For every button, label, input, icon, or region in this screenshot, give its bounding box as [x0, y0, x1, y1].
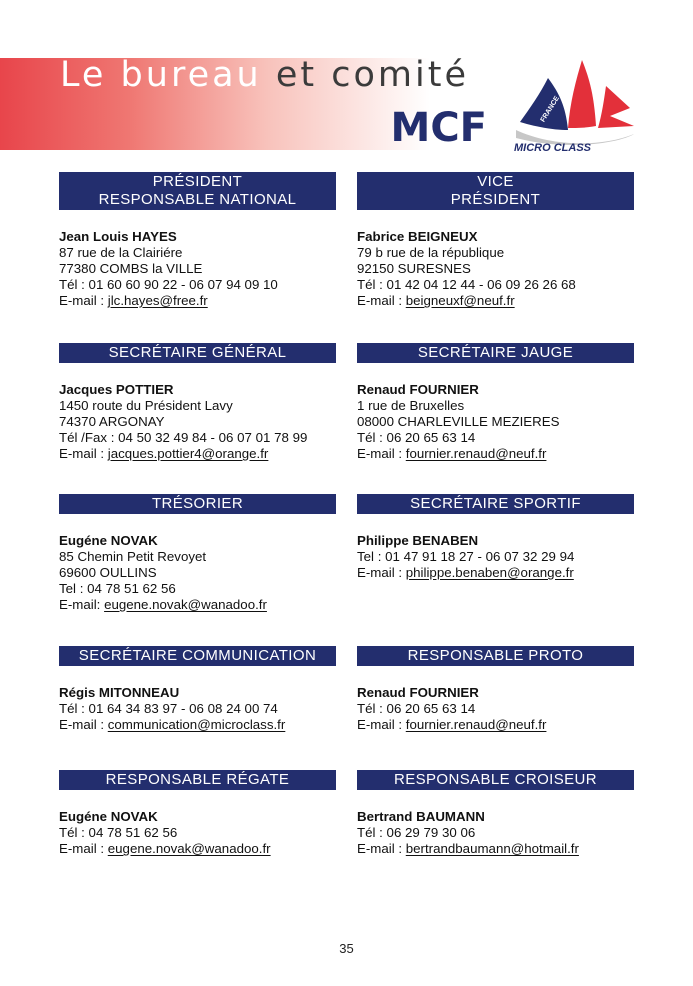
contact-phone: Tél /Fax : 04 50 32 49 84 - 06 07 01 78 99	[59, 430, 308, 445]
section-heading: RESPONSABLE CROISEUR	[357, 770, 634, 790]
contact-email-line: E-mail : beigneuxf@neuf.fr	[357, 293, 515, 308]
contact-city: 08000 CHARLEVILLE MEZIERES	[357, 414, 560, 429]
logo-country-text: FRANCE	[539, 95, 561, 124]
email-link[interactable]: jlc.hayes@free.fr	[107, 293, 208, 308]
section-responsable-croiseur	[357, 770, 634, 857]
section-heading: SECRÉTAIRE COMMUNICATION	[59, 646, 336, 666]
contact-address: 1 rue de Bruxelles	[357, 398, 465, 413]
contact-email-line: E-mail : eugene.novak@wanadoo.fr	[59, 841, 271, 856]
contact-name: Jean Louis HAYES	[59, 229, 177, 244]
contact-address: 87 rue de la Clairiére	[59, 245, 183, 260]
contact-address: 85 Chemin Petit Revoyet	[59, 549, 207, 564]
contact-card	[59, 809, 336, 857]
section-heading: SECRÉTAIRE JAUGE	[357, 343, 634, 363]
logo-text: MICRO CLASS	[514, 142, 591, 154]
contact-phone: Tél : 06 29 79 30 06	[357, 825, 476, 840]
email-link[interactable]: jacques.pottier4@orange.fr	[107, 446, 269, 461]
section-heading: SECRÉTAIRE SPORTIF	[357, 494, 634, 514]
section-responsable-proto	[357, 646, 634, 733]
contact-name: Renaud FOURNIER	[357, 685, 479, 700]
contact-city: 77380 COMBS la VILLE	[59, 261, 203, 276]
section-heading: TRÉSORIER	[59, 494, 336, 514]
title-light: Le bureau	[60, 55, 262, 95]
title-dark: et comité	[275, 55, 469, 95]
section-secretaire-jauge	[357, 343, 634, 462]
contact-card	[59, 685, 336, 733]
contact-card	[59, 533, 336, 613]
contact-name: Philippe BENABEN	[357, 533, 479, 548]
email-link[interactable]: philippe.benaben@orange.fr	[405, 565, 574, 580]
micro-class-logo	[510, 56, 638, 166]
contact-phone: Tel : 01 47 91 18 27 - 06 07 32 29 94	[357, 549, 575, 564]
contact-name: Bertrand BAUMANN	[357, 809, 485, 824]
email-link[interactable]: fournier.renaud@neuf.fr	[405, 446, 547, 461]
contact-name: Jacques POTTIER	[59, 382, 174, 397]
contact-card	[357, 809, 634, 857]
section-tresorier	[59, 494, 336, 613]
email-link[interactable]: bertrandbaumann@hotmail.fr	[405, 841, 579, 856]
section-heading: RESPONSABLE RÉGATE	[59, 770, 336, 790]
section-secretaire-communication	[59, 646, 336, 733]
contact-name: Fabrice BEIGNEUX	[357, 229, 478, 244]
section-secretaire-general	[59, 343, 336, 462]
contact-card	[59, 229, 336, 309]
section-heading: VICE PRÉSIDENT	[357, 172, 634, 210]
page-number: 35	[339, 941, 354, 956]
section-responsable-regate	[59, 770, 336, 857]
contact-phone: Tél : 04 78 51 62 56	[59, 825, 178, 840]
contact-card	[357, 685, 634, 733]
contact-name: Eugéne NOVAK	[59, 533, 158, 548]
contact-phone: Tel : 04 78 51 62 56	[59, 581, 176, 596]
page-subtitle: MCF	[390, 105, 487, 151]
email-link[interactable]: fournier.renaud@neuf.fr	[405, 717, 547, 732]
contact-email-line: E-mail : jlc.hayes@free.fr	[59, 293, 208, 308]
contact-card	[357, 229, 634, 309]
contact-name: Régis MITONNEAU	[59, 685, 180, 700]
email-link[interactable]: beigneuxf@neuf.fr	[405, 293, 515, 308]
contact-name: Eugéne NOVAK	[59, 809, 158, 824]
email-link[interactable]: eugene.novak@wanadoo.fr	[107, 841, 271, 856]
section-heading: SECRÉTAIRE GÉNÉRAL	[59, 343, 336, 363]
contact-phone: Tél : 06 20 65 63 14	[357, 430, 476, 445]
contact-email-line: E-mail : fournier.renaud@neuf.fr	[357, 717, 547, 732]
section-heading: PRÉSIDENT RESPONSABLE NATIONAL	[59, 172, 336, 210]
contact-email-line: E-mail : philippe.benaben@orange.fr	[357, 565, 574, 580]
section-president	[59, 172, 336, 309]
contact-city: 92150 SURESNES	[357, 261, 471, 276]
contact-phone: Tél : 01 60 60 90 22 - 06 07 94 09 10	[59, 277, 278, 292]
contact-card	[357, 533, 634, 581]
page-title	[60, 55, 469, 95]
contact-name: Renaud FOURNIER	[357, 382, 479, 397]
contact-phone: Tél : 01 64 34 83 97 - 06 08 24 00 74	[59, 701, 278, 716]
email-link[interactable]: communication@microclass.fr	[107, 717, 286, 732]
contact-address: 1450 route du Président Lavy	[59, 398, 233, 413]
contact-email-line: E-mail : jacques.pottier4@orange.fr	[59, 446, 269, 461]
section-heading: RESPONSABLE PROTO	[357, 646, 634, 666]
contact-phone: Tél : 06 20 65 63 14	[357, 701, 476, 716]
contact-city: 74370 ARGONAY	[59, 414, 165, 429]
section-secretaire-sportif	[357, 494, 634, 581]
contact-email-line: E-mail : communication@microclass.fr	[59, 717, 286, 732]
contact-card	[357, 382, 634, 462]
section-vice-president	[357, 172, 634, 309]
email-link[interactable]: eugene.novak@wanadoo.fr	[104, 597, 267, 612]
contact-address: 79 b rue de la république	[357, 245, 505, 260]
contact-card	[59, 382, 336, 462]
contact-city: 69600 OULLINS	[59, 565, 157, 580]
contact-email-line: E-mail : bertrandbaumann@hotmail.fr	[357, 841, 579, 856]
contact-email-line: E-mail : fournier.renaud@neuf.fr	[357, 446, 547, 461]
contact-email-line: E-mail: eugene.novak@wanadoo.fr	[59, 597, 267, 612]
contact-phone: Tél : 01 42 04 12 44 - 06 09 26 26 68	[357, 277, 576, 292]
